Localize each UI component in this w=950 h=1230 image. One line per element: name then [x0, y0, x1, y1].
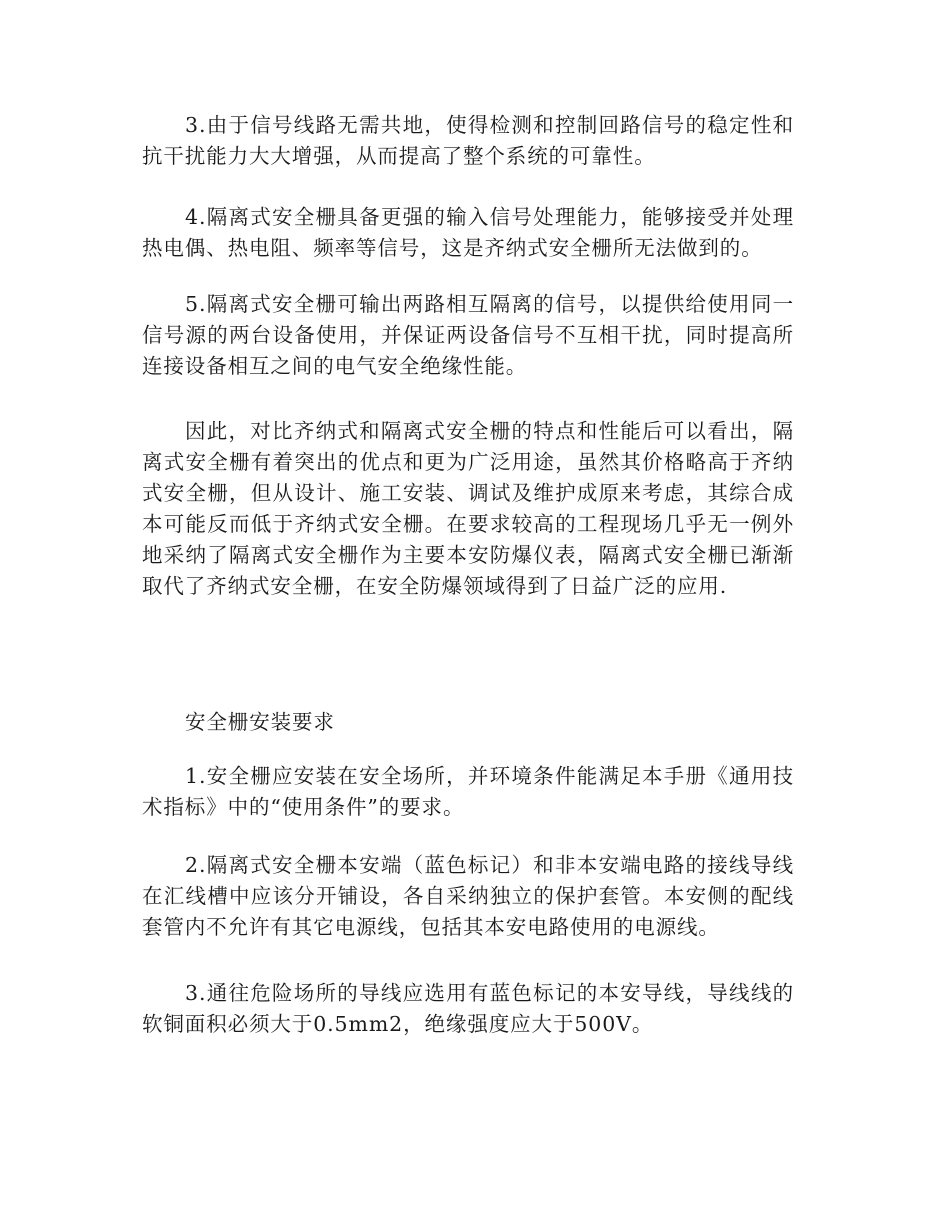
- paragraph-dual-output: 5.隔离式安全栅可输出两路相互隔离的信号，以提供给使用同一信号源的两台设备使用，并保证两设备信号不互相干扰，同时提高所连接设备相互之间的电气安全绝缘性能。: [142, 292, 794, 378]
- paragraph-wire-spec: 3.通往危险场所的导线应选用有蓝色标记的本安导线，导线线的软铜面积必须大于0.5mm2，绝缘强度应大于500V。: [142, 981, 794, 1036]
- paragraph-install-location: 1.安全栅应安装在安全场所，并环境条件能满足本手册《通用技术指标》中的“使用条件”的要求。: [142, 764, 794, 819]
- paragraph-signal-grounding: 3.由于信号线路无需共地，使得检测和控制回路信号的稳定性和抗干扰能力大大增强，从而提高了整个系统的可靠性。: [142, 113, 794, 168]
- section-heading: 安全栅安装要求: [185, 710, 335, 734]
- paragraph-wiring-separation: 2.隔离式安全栅本安端（蓝色标记）和非本安端电路的接线导线在汇线槽中应该分开铺设，各自采纳独立的保护套管。本安侧的配线套管内不允许有其它电源线，包括其本安电路使用的电源线。: [142, 853, 794, 939]
- paragraph-input-processing: 4.隔离式安全栅具备更强的输入信号处理能力，能够接受并处理热电偶、热电阻、频率等信号，这是齐纳式安全栅所无法做到的。: [142, 205, 794, 260]
- paragraph-conclusion: 因此，对比齐纳式和隔离式安全栅的特点和性能后可以看出，隔离式安全栅有着突出的优点和更为广泛用途，虽然其价格略高于齐纳式安全栅，但从设计、施工安装、调试及维护成原来考虑，其综合成本可能反而低于齐纳式安全栅。在要求较高的工程现场几乎无一例外地采纳了隔离式安全栅作为主要本安防爆仪表，隔离式安全栅已渐渐取代了齐纳式安全栅，在安全防爆领域得到了日益广泛的应用.: [142, 419, 794, 598]
